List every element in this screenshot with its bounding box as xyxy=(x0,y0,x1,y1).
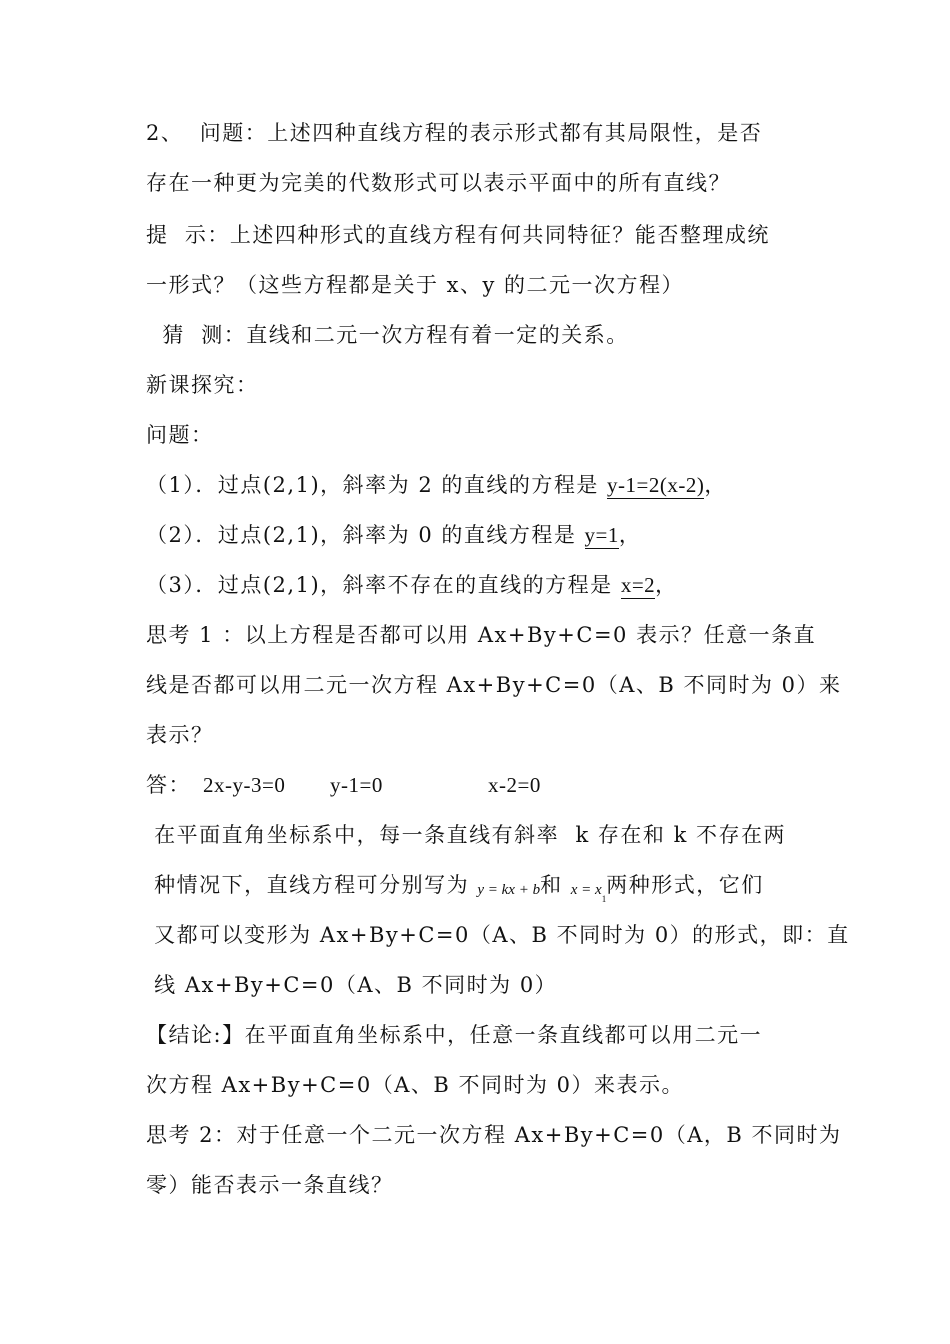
hint-line-2: 一形式？（这些方程都是关于 x、y 的二元一次方程） xyxy=(146,273,685,297)
conclusion-line-1: 【结论:】在平面直角坐标系中，任意一条直线都可以用二元一 xyxy=(146,1023,763,1047)
problem-3: （3）．过点(2,1)，斜率不存在的直线的方程是 x=2， xyxy=(146,573,678,597)
problem-2: （2）．过点(2,1)，斜率为 0 的直线方程是 y=1， xyxy=(146,523,642,547)
think-1-line-1: 思考 1 ：以上方程是否都可以用 Ax+By+C=0 表示？任意一条直 xyxy=(146,623,817,647)
think-1-line-3: 表示？ xyxy=(146,723,214,747)
think-2-line-2: 零）能否表示一条直线？ xyxy=(146,1173,394,1197)
conclusion-line-2: 次方程 Ax+By+C=0（A、B 不同时为 0）来表示。 xyxy=(146,1073,685,1097)
answer-3: x=2 xyxy=(620,573,656,597)
section-heading: 新课探究： xyxy=(146,373,259,397)
answer-2: y=1 xyxy=(584,523,619,547)
answer-equation-1: 2x-y-3=0 xyxy=(203,773,286,797)
question-2-line-2: 存在一种更为完美的代数形式可以表示平面中的所有直线？ xyxy=(146,171,731,195)
explanation-line-3: 又都可以变形为 Ax+By+C=0（A、B 不同时为 0）的形式，即：直 xyxy=(146,923,850,947)
vertical-line-formula: x = x xyxy=(570,882,602,898)
problem-1: （1）．过点(2,1)，斜率为 2 的直线的方程是 y-1=2(x-2)， xyxy=(146,473,727,497)
hint-line-1: 提 示：上述四种形式的直线方程有何共同特征？能否整理成统 xyxy=(146,223,770,247)
answer-equation-3: x-2=0 xyxy=(488,773,541,797)
explanation-line-1: 在平面直角坐标系中，每一条直线有斜率 k 存在和 k 不存在两 xyxy=(146,823,786,847)
answer-1: y-1=2(x-2) xyxy=(607,473,705,497)
answer-label: 答： xyxy=(146,773,191,797)
explanation-line-2: 种情况下，直线方程可分别写为 y = kx + b和 $x = x_1$两种形式，它们 xyxy=(146,873,764,904)
slope-intercept-formula: y = kx + b xyxy=(477,882,541,898)
think-1-line-2: 线是否都可以用二元一次方程 Ax+By+C=0（A、B 不同时为 0）来 xyxy=(146,673,842,697)
explanation-line-4: 线 Ax+By+C=0（A、B 不同时为 0） xyxy=(146,973,558,997)
guess-line: 猜 测：直线和二元一次方程有着一定的关系。 xyxy=(146,323,629,347)
problem-label: 问题： xyxy=(146,423,214,447)
think-2-line-1: 思考 2：对于任意一个二元一次方程 Ax+By+C=0（A，B 不同时为 xyxy=(146,1123,842,1147)
answer-equation-2: y-1=0 xyxy=(330,773,383,797)
question-2-line-1: 2、 问题：上述四种直线方程的表示形式都有其局限性，是否 xyxy=(146,121,763,145)
